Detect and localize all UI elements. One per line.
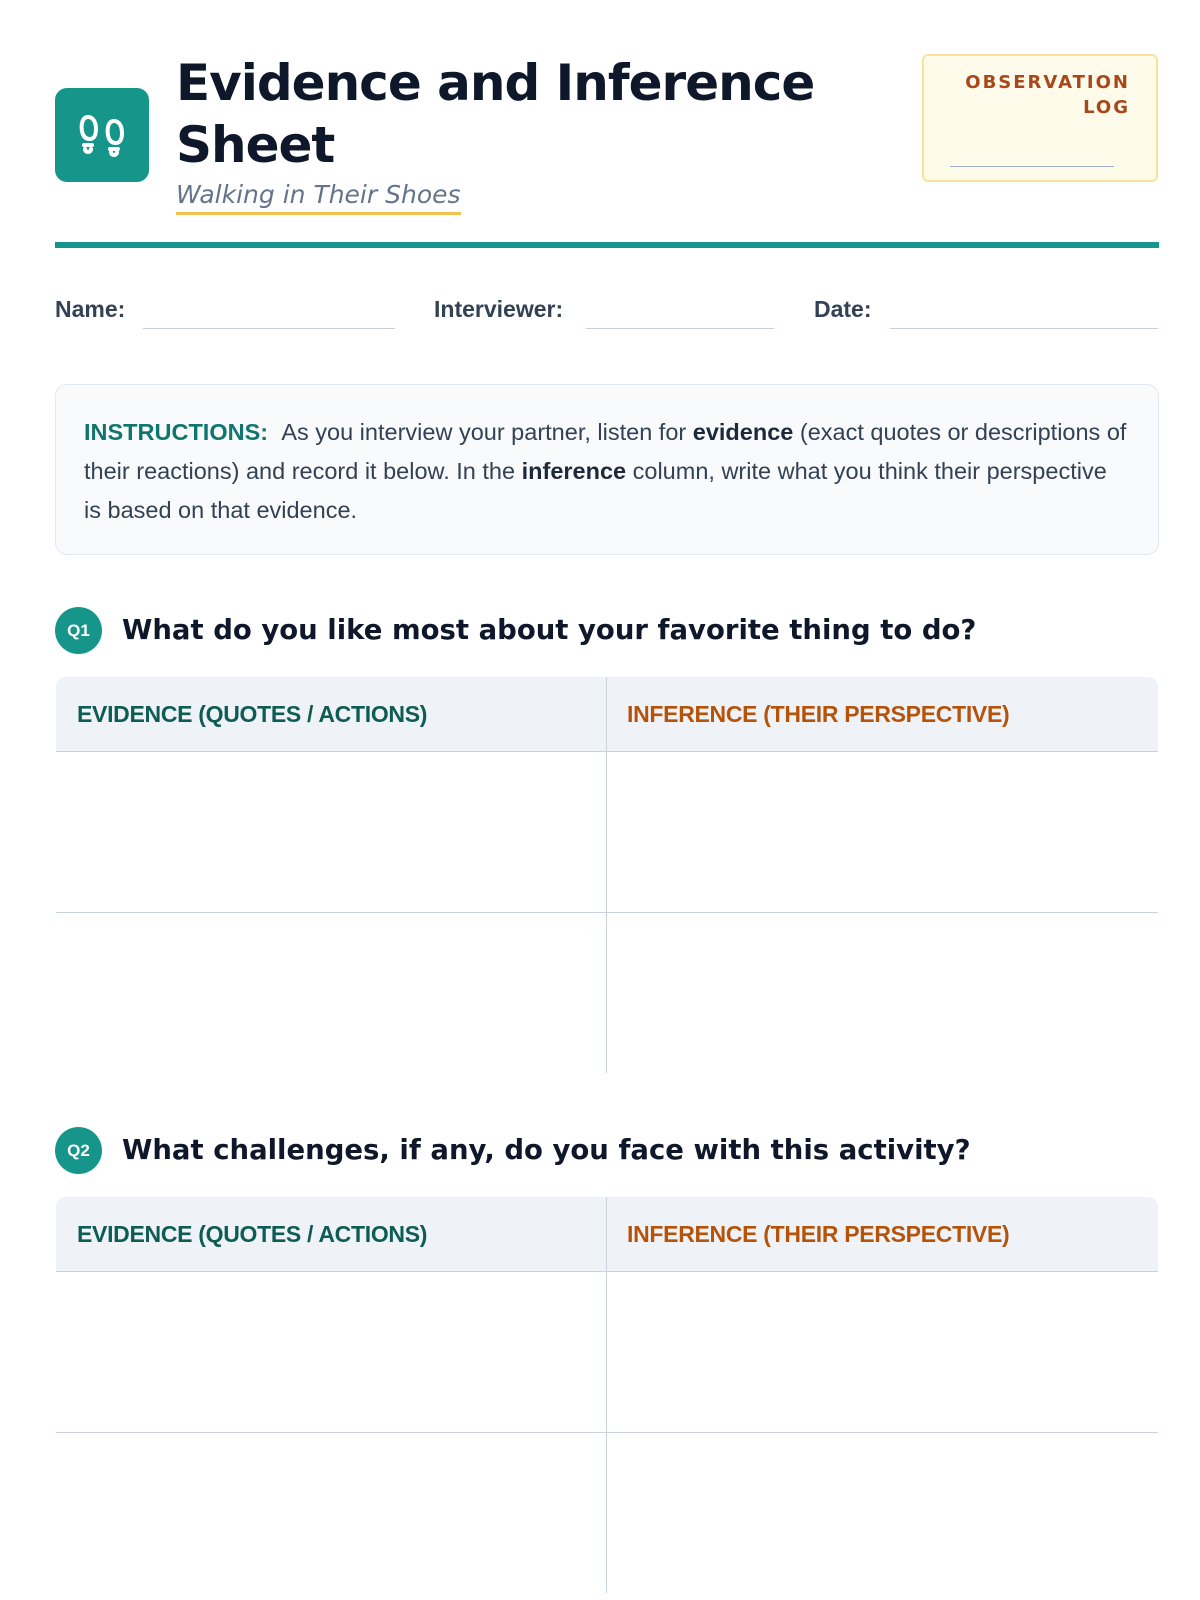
question-text-q1: What do you like most about your favorite thing to do? [122, 614, 977, 646]
evidence-column-header: EVIDENCE (QUOTES / ACTIONS) [77, 701, 428, 727]
inference-column-header: INFERENCE (THEIR PERSPECTIVE) [627, 701, 1010, 727]
observation-log-box [922, 54, 1158, 182]
inference-cell-q1-r1[interactable] [608, 754, 1158, 912]
instructions-text-2: (exact quotes or descriptions of their reactions) and record it below. In the [84, 419, 1127, 484]
footprints-icon [55, 88, 149, 182]
page-subtitle: Walking in Their Shoes [176, 178, 461, 215]
column-divider [606, 677, 607, 1073]
row-divider [56, 1432, 1158, 1433]
instructions-box [55, 384, 1159, 555]
instructions-text-1: As you interview your partner, listen for [281, 419, 693, 445]
instructions-evidence-term: evidence [692, 419, 794, 445]
evidence-table-q2 [56, 1197, 1158, 1593]
inference-cell-q2-r2[interactable] [608, 1434, 1158, 1592]
table-header [56, 1197, 1158, 1272]
evidence-column-header: EVIDENCE (QUOTES / ACTIONS) [77, 1221, 428, 1247]
table-header [56, 677, 1158, 752]
date-field[interactable] [890, 328, 1158, 329]
inference-cell-q1-r2[interactable] [608, 914, 1158, 1072]
observation-log-label: OBSERVATION LOG [965, 72, 1130, 118]
inference-column-header: INFERENCE (THEIR PERSPECTIVE) [627, 1221, 1010, 1247]
evidence-cell-q2-r1[interactable] [56, 1274, 605, 1432]
row-divider [56, 912, 1158, 913]
interviewer-field[interactable] [586, 328, 774, 329]
instructions-inference-term: inference [521, 458, 627, 484]
question-text-q2: What challenges, if any, do you face with this activity? [122, 1134, 971, 1166]
page-title: Evidence and Inference Sheet [176, 54, 815, 174]
header-divider [55, 242, 1159, 248]
name-field[interactable] [143, 328, 395, 329]
observation-log-line[interactable] [950, 166, 1114, 167]
evidence-cell-q1-r2[interactable] [56, 914, 605, 1072]
column-divider [606, 1197, 607, 1593]
evidence-cell-q2-r2[interactable] [56, 1434, 605, 1592]
question-badge-q1: Q1 [55, 607, 102, 654]
name-label: Name: [55, 296, 126, 322]
date-label: Date: [814, 296, 872, 322]
question-badge-q2: Q2 [55, 1127, 102, 1174]
inference-cell-q2-r1[interactable] [608, 1274, 1158, 1432]
instructions-text-3: column, write what you think their perspective is based on that evidence. [84, 458, 1107, 523]
instructions-heading: INSTRUCTIONS: [84, 419, 269, 445]
evidence-cell-q1-r1[interactable] [56, 754, 605, 912]
evidence-table-q1 [56, 677, 1158, 1073]
interviewer-label: Interviewer: [434, 296, 564, 322]
